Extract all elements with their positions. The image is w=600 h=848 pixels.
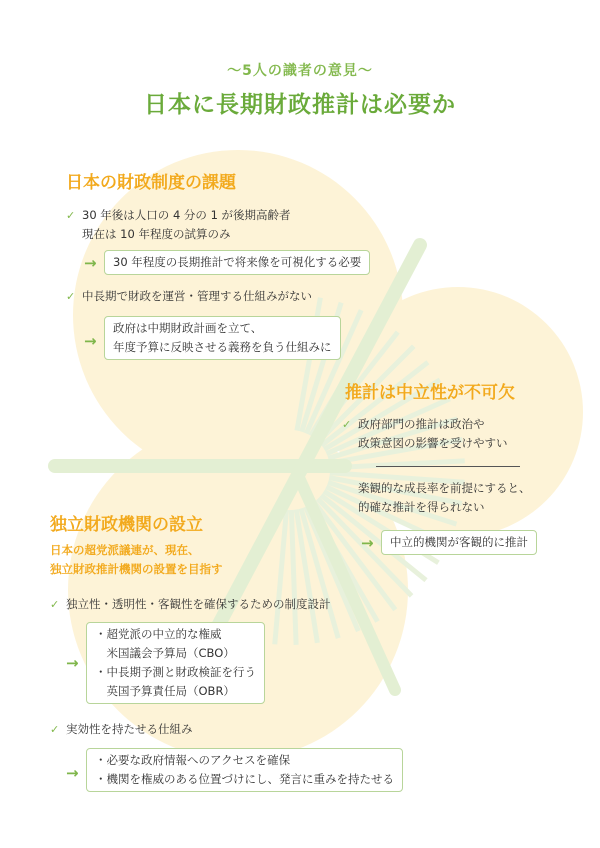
section2-item1	[342, 415, 508, 453]
section3-box2	[86, 748, 403, 792]
section1-item1-line2: 現在は 10 年程度の試算のみ	[82, 227, 231, 241]
section1-heading: 日本の財政制度の課題	[66, 173, 236, 193]
section3-box2-line2: ・機関を権威のある位置づけにし、発言に重みを持たせる	[95, 772, 394, 786]
section2-item1-line1: 政府部門の推計は政治や	[358, 417, 485, 431]
arrow-icon: →	[361, 534, 374, 552]
section3-box1-line4: 英国予算責任局（OBR）	[95, 684, 235, 698]
section2-item2	[358, 479, 531, 517]
check-icon: ✓	[50, 598, 60, 611]
section1-box2	[104, 316, 341, 360]
section3-box2-line1: ・必要な政府情報へのアクセスを確保	[95, 753, 291, 767]
check-icon: ✓	[66, 209, 76, 222]
section3-box1-line2: 米国議会予算局（CBO）	[95, 646, 235, 660]
arrow-icon: →	[66, 764, 79, 782]
section1-item1	[66, 206, 291, 244]
page-title: 日本に長期財政推計は必要か	[144, 92, 456, 118]
section1-box1	[104, 250, 370, 275]
section3-item2-line1: 実効性を持たせる仕組み	[66, 722, 193, 736]
section3-item2	[50, 720, 193, 739]
section1-box2-line1: 政府は中期財政計画を立て、	[113, 321, 263, 335]
section3-box1-line1: ・超党派の中立的な権威	[95, 627, 222, 641]
section3-lead-line1: 日本の超党派議連が、現在、	[50, 543, 200, 557]
section3-item1-line1: 独立性・透明性・客観性を確保するための制度設計	[66, 597, 331, 611]
section3-box1-line3: ・中長期予測と財政検証を行う	[95, 665, 256, 679]
section2-item2-line1: 楽観的な成長率を前提にすると、	[358, 481, 531, 495]
arrow-icon: →	[84, 254, 97, 272]
check-icon: ✓	[66, 290, 76, 303]
section3-box1	[86, 622, 265, 704]
section2-heading: 推計は中立性が不可欠	[345, 383, 515, 403]
section1-item1-line1: 30 年後は人口の 4 分の 1 が後期高齢者	[82, 208, 291, 222]
section2-item2-line2: 的確な推計を得られない	[358, 500, 485, 514]
section1-item2	[66, 287, 312, 306]
section1-item2-line1: 中長期で財政を運営・管理する仕組みがない	[82, 289, 312, 303]
section2-item1-line2: 政策意図の影響を受けやすい	[358, 436, 508, 450]
section3-lead-line2: 独立財政推計機関の設置を目指す	[50, 562, 223, 576]
section3-heading: 独立財政機関の設立	[50, 515, 203, 535]
section1-box2-line2: 年度予算に反映させる義務を負う仕組みに	[113, 340, 332, 354]
section2-box1	[381, 530, 537, 555]
section2-divider	[376, 466, 520, 467]
arrow-icon: →	[66, 654, 79, 672]
arrow-icon: →	[84, 332, 97, 350]
check-icon: ✓	[50, 723, 60, 736]
section1-box1-line1: 30 年程度の長期推計で将来像を可視化する必要	[113, 255, 362, 269]
section2-box1-line1: 中立的機関が客観的に推計	[390, 535, 528, 549]
section3-lead	[50, 541, 223, 579]
page-subtitle: 〜5人の識者の意見〜	[227, 63, 373, 79]
section3-item1	[50, 595, 331, 614]
check-icon: ✓	[342, 418, 352, 431]
